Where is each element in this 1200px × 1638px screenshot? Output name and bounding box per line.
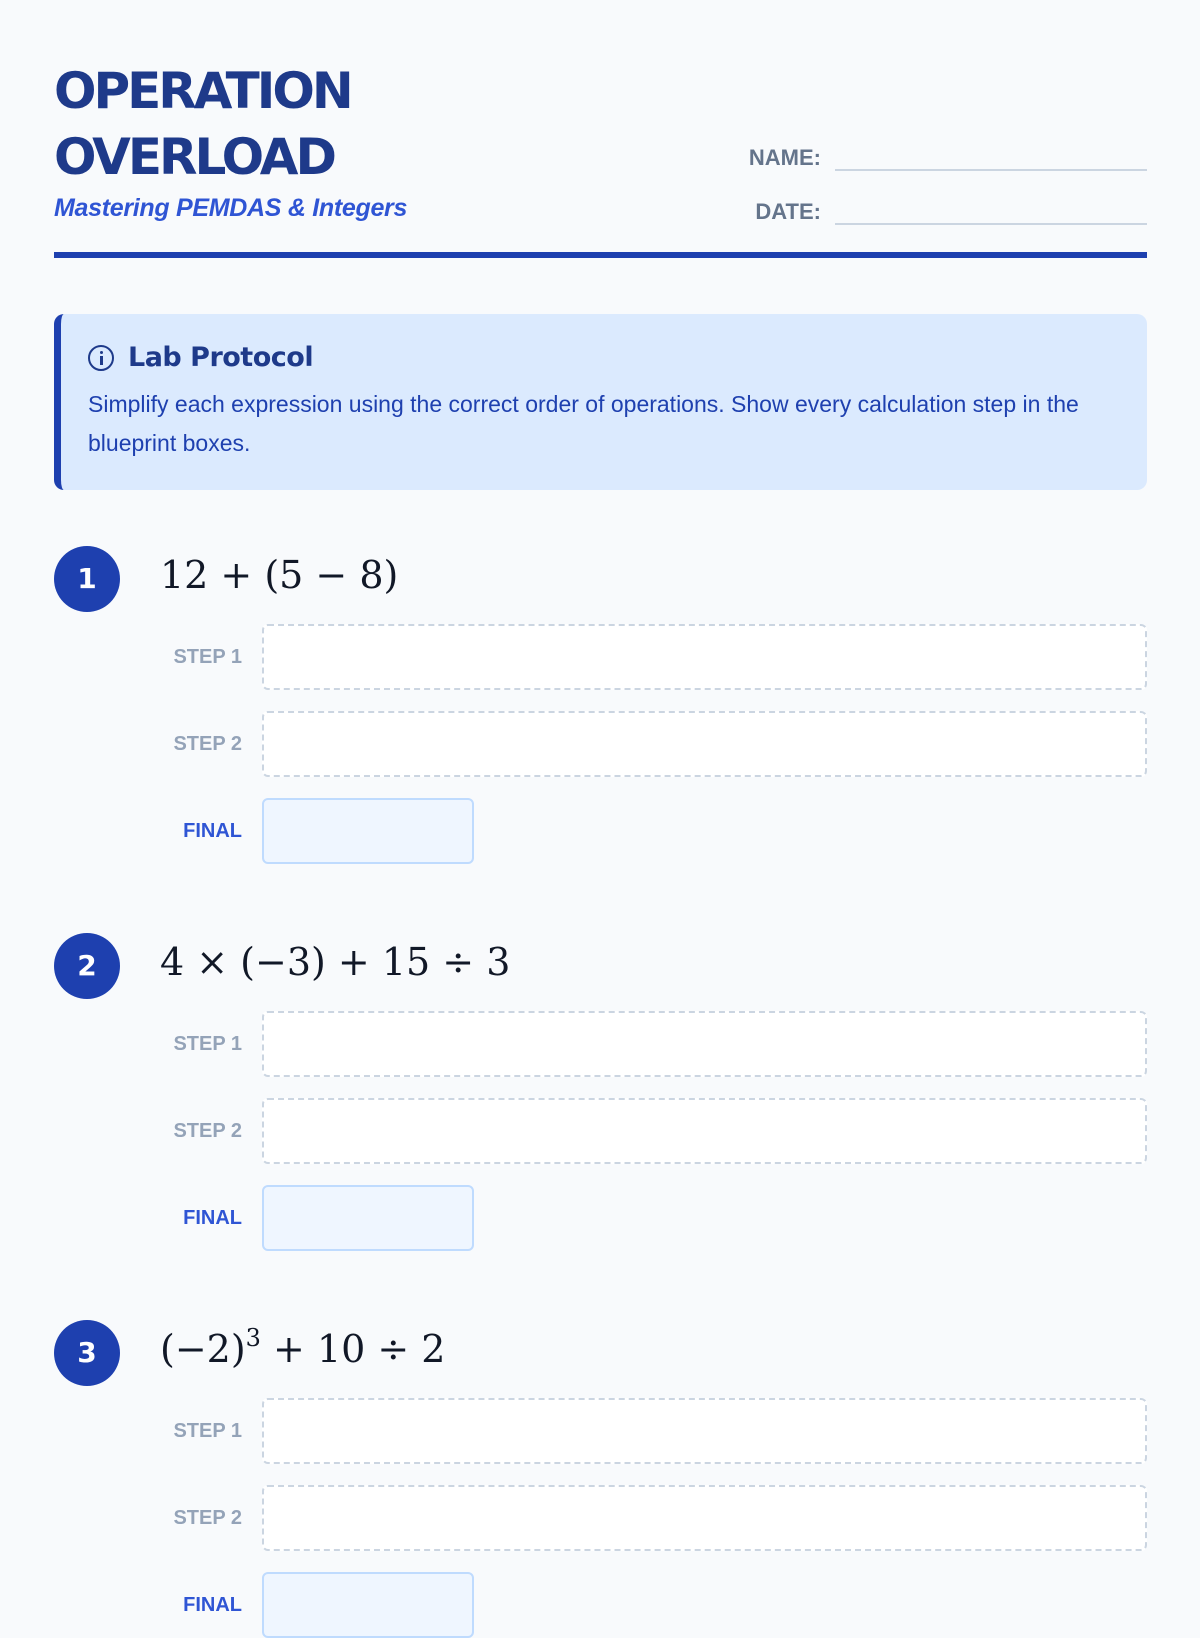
final-row [54,798,1147,864]
expression-rest: + 10 ÷ 2 [260,1327,446,1371]
worksheet-page [54,0,1147,1616]
page-title-line-2: OVERLOAD [54,128,334,186]
title-block [54,58,407,223]
final-row [54,1185,1147,1251]
expression-exponent: 3 [245,1324,261,1352]
final-answer-box[interactable] [262,1572,474,1638]
final-answer-box[interactable] [262,798,474,864]
protocol-title: Lab Protocol [128,342,314,373]
step-1-label: STEP 1 [173,1420,242,1442]
step-1-row [54,1011,1147,1077]
info-icon [88,345,114,371]
expression-base: (−2) [160,1327,246,1371]
header-divider [54,252,1147,258]
page-subtitle: Mastering PEMDAS & Integers [54,194,408,222]
step-2-answer-box[interactable] [262,711,1147,777]
final-label: FINAL [183,1207,242,1229]
date-field[interactable] [835,189,1147,225]
problem-number-badge: 3 [54,1320,120,1386]
step-2-row [54,1098,1147,1164]
step-1-answer-box[interactable] [262,624,1147,690]
problem-number-badge: 2 [54,933,120,999]
step-1-row [54,624,1147,690]
lab-protocol-box [54,314,1147,490]
final-answer-box[interactable] [262,1185,474,1251]
problem-expression: 12 + (5 − 8) [160,553,399,597]
problem-expression [160,1324,445,1374]
protocol-header [88,342,1113,373]
name-field[interactable] [835,135,1147,171]
step-2-label: STEP 2 [173,733,242,755]
step-1-answer-box[interactable] [262,1398,1147,1464]
step-2-label: STEP 2 [173,1507,242,1529]
step-2-label: STEP 2 [173,1120,242,1142]
problem-expression: 4 × (−3) + 15 ÷ 3 [160,940,511,984]
problem-number-badge: 1 [54,546,120,612]
page-title-line-1: OPERATION [54,62,351,120]
step-2-row [54,1485,1147,1551]
date-row [737,189,1147,225]
final-label: FINAL [183,820,242,842]
step-2-answer-box[interactable] [262,1485,1147,1551]
date-label: DATE: [755,199,821,224]
student-info [737,135,1147,243]
step-1-row [54,1398,1147,1464]
name-label: NAME: [748,145,821,170]
step-1-label: STEP 1 [173,1033,242,1055]
step-1-label: STEP 1 [173,646,242,668]
step-2-row [54,711,1147,777]
final-row [54,1572,1147,1638]
name-row [737,135,1147,171]
step-2-answer-box[interactable] [262,1098,1147,1164]
protocol-instructions: Simplify each expression using the correct order of operations. Show every calculation step in the blueprint boxes. [88,391,1079,456]
final-label: FINAL [183,1594,242,1616]
step-1-answer-box[interactable] [262,1011,1147,1077]
